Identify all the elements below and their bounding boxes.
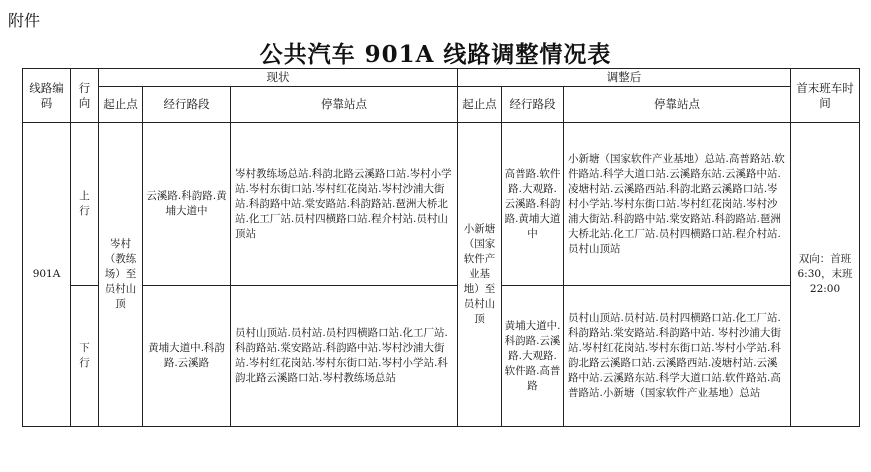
adjusted-up-path-cell: 高普路.软件路.大观路.云溪路.科韵路.黄埔大道中 bbox=[502, 123, 564, 286]
current-up-path-cell: 云溪路.科韵路.黄埔大道中 bbox=[143, 123, 231, 286]
adjusted-header: 调整后 bbox=[458, 69, 791, 87]
attachment-label: 附件 bbox=[8, 11, 41, 30]
current-path-header: 经行路段 bbox=[143, 87, 231, 123]
page-title: 公共汽车 901A 线路调整情况表 bbox=[259, 41, 612, 68]
current-up-stops-cell: 岑村教练场总站.科韵北路云溪路口站.岑村小学站.岑村东街口站.岑村红花岗站.岑村沙浦大街站.科韵路中站.棠安路站.科韵路站.琶洲大桥北站.化工厂站.员村四横路口站.程介村站.员村山顶站 bbox=[231, 123, 458, 286]
direction-header: 行向 bbox=[71, 69, 99, 123]
route-code-header: 线路编码 bbox=[23, 69, 71, 123]
adjusted-down-path-cell: 黄埔大道中.科韵路.云溪路.大观路.软件路.高普路 bbox=[502, 286, 564, 427]
current-down-path-cell: 黄埔大道中.科韵路.云溪路 bbox=[143, 286, 231, 427]
route-code-cell: 901A bbox=[23, 123, 71, 427]
first-last-header: 首末班车时间 bbox=[791, 69, 860, 123]
current-terminals-cell: 岑村（教练场）至员村山顶 bbox=[99, 123, 143, 427]
adjusted-stops-header: 停靠站点 bbox=[564, 87, 791, 123]
direction-down-cell: 下行 bbox=[71, 286, 99, 427]
direction-up-cell: 上行 bbox=[71, 123, 99, 286]
adjusted-down-stops-cell: 员村山顶站.员村站.员村四横路口站.化工厂站.科韵路站.棠安路站.科韵路中站. 岑村沙浦大街站.岑村红花岗站.岑村东街口站.岑村小学站.科韵北路云溪路口站.云溪路西站.凌塘村站.云溪路中站.云溪路东站.科学大道口站.软件路站.高普路站.小新塘（国家软件产业基地）总站 bbox=[564, 286, 791, 427]
adjusted-path-header: 经行路段 bbox=[502, 87, 564, 123]
adjusted-up-stops-cell: 小新塘（国家软件产业基地）总站.高普路站.软件路站.科学大道口站.云溪路东站.云溪路中站.凌塘村站.云溪路西站.科韵北路云溪路口站.岑村小学站.岑村东街口站.岑村红花岗站.岑村沙浦大街站.科韵路中站.棠安路站.科韵路站.琶洲大桥北站.化工厂站.员村四横路口站.程介村站.员村山顶站 bbox=[564, 123, 791, 286]
schedule-cell: 双向：首班 6:30，末班 22:00 bbox=[791, 123, 860, 427]
current-stops-header: 停靠站点 bbox=[231, 87, 458, 123]
route-adjustment-table bbox=[22, 68, 860, 427]
current-header: 现状 bbox=[99, 69, 458, 87]
current-down-stops-cell: 员村山顶站.员村站.员村四横路口站.化工厂站.科韵路站.棠安路站.科韵路中站.岑村沙浦大街站.岑村红花岗站.岑村东街口站.岑村小学站.科韵北路云溪路口站.岑村教练场总站 bbox=[231, 286, 458, 427]
adjusted-terminals-cell: 小新塘（国家软件产业基地）至员村山顶 bbox=[458, 123, 502, 427]
adjusted-terminals-header: 起止点 bbox=[458, 87, 502, 123]
current-terminals-header: 起止点 bbox=[99, 87, 143, 123]
